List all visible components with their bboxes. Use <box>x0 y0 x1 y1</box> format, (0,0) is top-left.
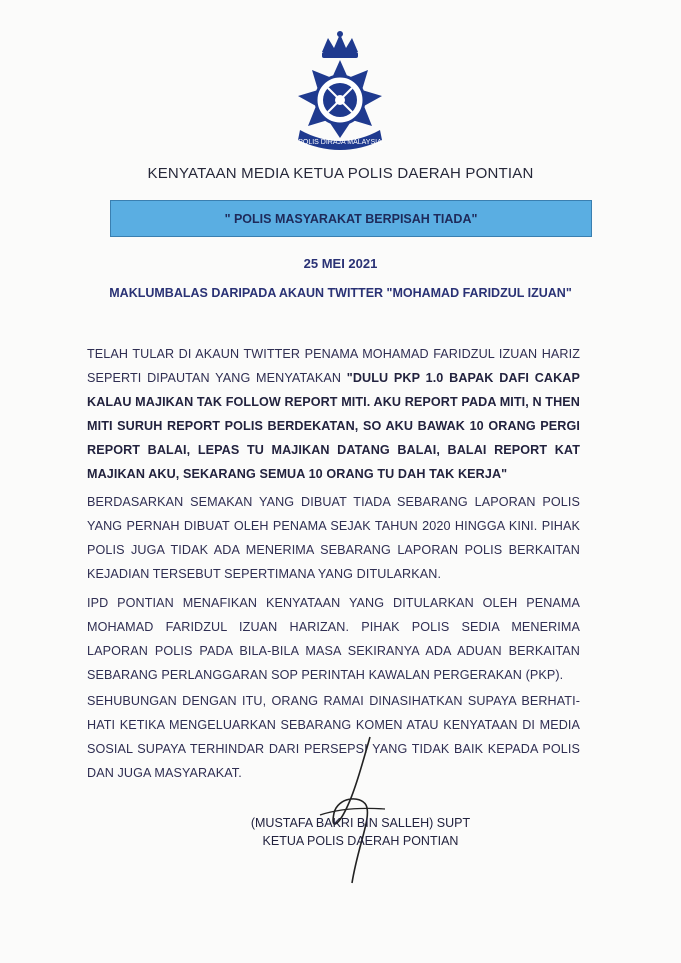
signatory-name: (MUSTAFA BAKRI BIN SALLEH) SUPT <box>250 816 471 830</box>
paragraph-2: BERDASARKAN SEMAKAN YANG DIBUAT TIADA SEBARANG LAPORAN POLIS YANG PERNAH DIBUAT OLEH PENAMA SEJAK TAHUN 2020 HINGGA KINI. PIHAK POLIS JUGA TIDAK ADA MENERIMA SEBARANG LAPORAN POLIS BERKAITAN KEJADIAN TERSEBUT SEPERTIMANA YANG DITULARKAN. <box>87 495 580 581</box>
signatory-title: KETUA POLIS DAERAH PONTIAN <box>262 834 459 848</box>
svg-text:POLIS DIRAJA MALAYSIA: POLIS DIRAJA MALAYSIA <box>298 139 382 146</box>
paragraph-3: IPD PONTIAN MENAFIKAN KENYATAAN YANG DITULARKAN OLEH PENAMA MOHAMAD FARIDZUL IZUAN HARIZAN. PIHAK POLIS SEDIA MENERIMA LAPORAN POLIS PADA BILA-BILA MASA SEKIRANYA ADA ADUAN BERKAITAN SEBARANG PERLANGGARAN SOP PERINTAH KAWALAN PERGERAKAN (PKP). <box>87 596 580 682</box>
paragraph-1 <box>87 342 580 486</box>
paragraph-1-intro: TELAH TULAR DI AKAUN TWITTER PENAMA MOHAMAD FARIDZUL IZUAN HARIZ SEPERTI DIPAUTAN YANG MENYATAKAN <box>87 347 580 385</box>
paragraph-4: SEHUBUNGAN DENGAN ITU, ORANG RAMAI DINASIHATKAN SUPAYA BERHATI-HATI KETIKA MENGELUARKAN SEBARANG KOMEN ATAU KENYATAAN DI MEDIA SOSIAL SUPAYA TERHINDAR DARI PERSEPSI YANG TIDAK BAIK KEPADA POLIS DAN JUGA MASYARAKAT. <box>87 694 580 780</box>
statement-subject: MAKLUMBALAS DARIPADA AKAUN TWITTER "MOHAMAD FARIDZUL IZUAN" <box>109 286 572 300</box>
document-title: KENYATAAN MEDIA KETUA POLIS DAERAH PONTIAN <box>147 165 534 182</box>
statement-date: 25 MEI 2021 <box>303 256 378 271</box>
motto-text: " POLIS MASYARAKAT BERPISAH TIADA" <box>224 211 478 226</box>
handwritten-signature-icon <box>300 735 410 885</box>
polis-crest-icon <box>270 30 410 150</box>
paragraph-1-quote: "DULU PKP 1.0 BAPAK DAFI CAKAP KALAU MAJIKAN TAK FOLLOW REPORT MITI. AKU REPORT PADA MITI, N THEN MITI SURUH REPORT POLIS BERDEKATAN, SO AKU BAWAK 10 ORANG PERGI REPORT BALAI, LEPAS TU MAJIKAN DATANG BALAI, BALAI REPORT KAT MAJIKAN AKU, SEKARANG SEMUA 10 ORANG TU DAH TAK KERJA" <box>87 371 580 481</box>
motto-banner <box>110 200 592 237</box>
